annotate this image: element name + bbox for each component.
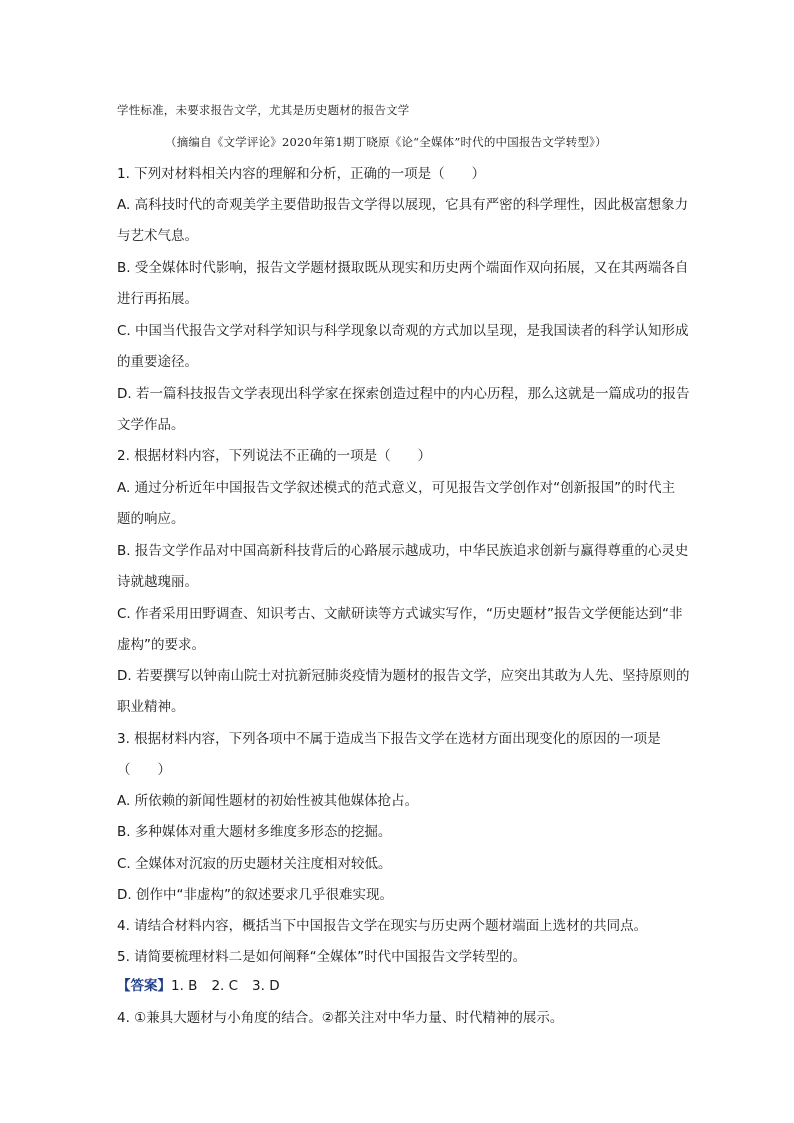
question-3-stem: 3. 根据材料内容，下列各项中不属于造成当下报告文学在选材方面出现变化的原因的一项是 bbox=[117, 731, 661, 747]
q1-option-a-line2: 与艺术气息。 bbox=[117, 228, 198, 244]
question-5-stem: 5. 请简要梳理材料二是如何阐释“全媒体”时代中国报告文学转型的。 bbox=[117, 949, 527, 965]
q1-option-c-line2: 的重要途径。 bbox=[117, 354, 198, 370]
answer-label: 【答案】 bbox=[117, 978, 171, 994]
q1-option-b-line2: 进行再拓展。 bbox=[117, 291, 198, 307]
q3-option-d: D. 创作中“非虚构”的叙述要求几乎很难实现。 bbox=[117, 887, 393, 903]
q1-option-d-line2: 文学作品。 bbox=[117, 417, 185, 433]
q2-option-d-line1: D. 若要撰写以钟南山院士对抗新冠肺炎疫情为题材的报告文学，应突出其敢为人先、坚持原则的 bbox=[117, 668, 690, 684]
answer-item-2: 2. C bbox=[211, 978, 239, 994]
q2-option-d-line2: 职业精神。 bbox=[117, 699, 185, 715]
question-3-stem-blank: （ ） bbox=[117, 762, 171, 778]
q2-option-a-line2: 题的响应。 bbox=[117, 511, 185, 527]
answer-row bbox=[117, 976, 294, 996]
q2-option-c-line2: 虚构”的要求。 bbox=[117, 637, 205, 653]
q3-option-c: C. 全媒体对沉寂的历史题材关注度相对较低。 bbox=[117, 856, 392, 872]
q2-option-c-line1: C. 作者采用田野调查、知识考古、文献研读等方式诚实写作，“历史题材”报告文学便能达到“非 bbox=[117, 606, 683, 622]
q2-option-b-line1: B. 报告文学作品对中国高新科技背后的心路展示越成功，中华民族追求创新与赢得尊重的心灵史 bbox=[117, 543, 689, 559]
q1-option-a-line1: A. 高科技时代的奇观美学主要借助报告文学得以展现，它具有严密的科学理性，因此极富想象力 bbox=[117, 197, 689, 213]
source-citation: （摘编自《文学评论》2020年第1期丁晓原《论“全媒体”时代的中国报告文学转型》） bbox=[165, 135, 607, 149]
q1-option-b-line1: B. 受全媒体时代影响，报告文学题材摄取既从现实和历史两个端面作双向拓展，又在其两端各自 bbox=[117, 260, 689, 276]
q1-option-c-line1: C. 中国当代报告文学对科学知识与科学现象以奇观的方式加以呈现，是我国读者的科学认知形成 bbox=[117, 323, 689, 339]
q3-option-a: A. 所依赖的新闻性题材的初始性被其他媒体抢占。 bbox=[117, 793, 419, 809]
question-1-stem: 1. 下列对材料相关内容的理解和分析，正确的一项是（ ） bbox=[117, 166, 486, 182]
q2-option-a-line1: A. 通过分析近年中国报告文学叙述模式的范式意义，可见报告文学创作对“创新报国”的时代主 bbox=[117, 480, 676, 496]
intro-tail: 学性标准，未要求报告文学，尤其是历史题材的报告文学 bbox=[117, 103, 410, 117]
q2-option-b-line2: 诗就越瑰丽。 bbox=[117, 574, 198, 590]
answer-q4: 4. ①兼具大题材与小角度的结合。②都关注对中华力量、时代精神的展示。 bbox=[117, 1010, 564, 1026]
answer-item-1: 1. B bbox=[171, 978, 198, 994]
question-2-stem: 2. 根据材料内容，下列说法不正确的一项是（ ） bbox=[117, 448, 432, 464]
q1-option-d-line1: D. 若一篇科技报告文学表现出科学家在探索创造过程中的内心历程，那么这就是一篇成功的报告 bbox=[117, 386, 690, 402]
q3-option-b: B. 多种媒体对重大题材多维度多形态的挖掘。 bbox=[117, 824, 392, 840]
question-4-stem: 4. 请结合材料内容，概括当下中国报告文学在现实与历史两个题材端面上选材的共同点。 bbox=[117, 918, 648, 934]
answer-item-3: 3. D bbox=[252, 978, 280, 994]
